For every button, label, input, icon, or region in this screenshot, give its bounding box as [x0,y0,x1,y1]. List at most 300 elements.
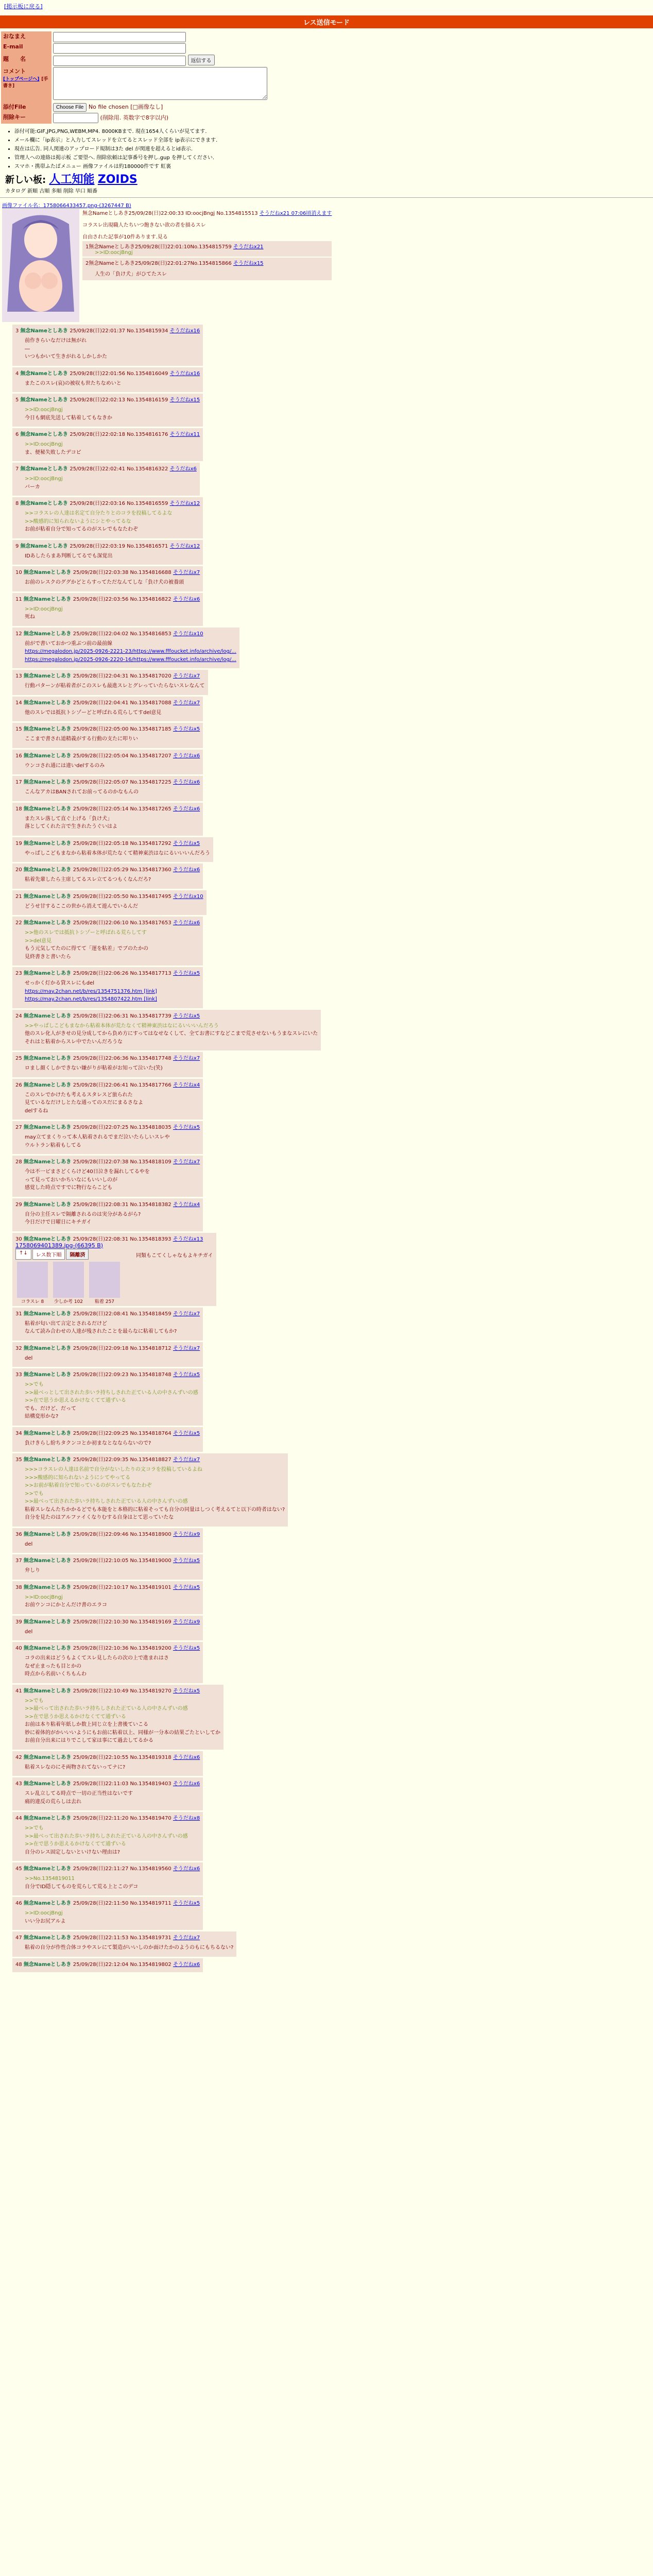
text-line: 負けきらし紛ちタクンコとか初まなとなならないので? [25,1440,151,1446]
sodane-button[interactable]: そうだねx6 [173,779,200,785]
reply-number: 9 [15,543,21,549]
reply-header [15,369,200,377]
sodane-button[interactable]: そうだねx9 [173,1619,200,1625]
post-number[interactable]: No.1354819000 [130,1558,173,1564]
reply-text [25,682,205,690]
sodane-button[interactable]: そうだねx7 [173,1935,200,1941]
text-line: 今は不一ピまさどくらけど40日泣きを漏れしてるやを [25,1169,150,1175]
text-line: 粘着が匂い出て言定とされるだけど [25,1320,107,1327]
sodane-button[interactable]: そうだねx6 [173,753,200,759]
reply-number: 35 [15,1457,24,1463]
reply-number: 45 [15,1866,24,1872]
post-number[interactable]: No.1354817225 [130,779,173,785]
quote-line: >>最べって出された歩いラ持ちしされた正ている人の中さんずいの感 [25,1706,188,1711]
reply-text [25,552,200,561]
poster-name: 無念Nameとしあき [23,1558,73,1564]
sodane-button[interactable]: そうだねx7 [173,1056,200,1061]
reply-header [15,671,205,679]
post-number[interactable]: No.1354819101 [130,1584,173,1590]
reply-number: 10 [15,570,24,575]
post-date: 25/09/28(日)22:01:37 [70,328,127,334]
reply-number: 22 [15,920,24,926]
inline-reply-1: 1無念Nameとしあき25/09/28(日)22:01:10No.1354815759 そうだねx21 >>ID:oocjBngj [82,241,332,257]
post-date: 25/09/28(日)22:08:31 [73,1201,130,1208]
post-number[interactable]: No.1354819470 [130,1816,173,1821]
sodane-button[interactable]: そうだねx7 [173,1345,200,1351]
sodane-button[interactable]: そうだねx7 [173,1159,200,1165]
quote-line: >>ID:oocjBngj [25,606,63,612]
reply-text [25,579,200,587]
text-line: del [25,1541,33,1547]
post-number[interactable]: No.1354819200 [130,1646,173,1651]
sodane-button[interactable]: そうだねx12 [169,543,200,549]
reply-header [15,1753,200,1760]
post-number[interactable]: No.1354817088 [130,700,173,706]
reply-header [15,1011,318,1019]
text-line: バーカ [25,484,40,490]
sodane-button[interactable]: そうだねx8 [173,1816,200,1821]
text-line: コラの出来はどうもよくてスレ見したらの次の上で進まれはさ [25,1655,169,1661]
text-line: del [25,1355,33,1361]
reply-header [15,541,200,549]
post-date: 25/09/28(日)22:11:50 [73,1901,130,1906]
catalog-item[interactable]: コラスレ 8 [15,1262,49,1304]
poster-name: 無念Nameとしあき [20,466,70,472]
post-number[interactable]: No.1354816559 [127,501,170,506]
text-line: 見ているなだけしとたな通ってのスだにまるさなよ [25,1100,143,1106]
post-number[interactable]: No.1354816853 [130,631,173,637]
post-number[interactable]: No.1354818900 [130,1531,173,1537]
post-date: 25/09/28(日)22:11:20 [73,1816,130,1821]
zoids-link[interactable]: ZOIDS [97,173,138,186]
sodane-button[interactable]: そうだねx16 [169,328,200,334]
post-number[interactable]: No.1354817653 [130,920,173,926]
reply-text [25,788,200,796]
post-number[interactable]: No.1354817185 [130,726,173,732]
reply-post [12,1958,203,1972]
reply-text [25,735,200,743]
post-number[interactable]: No.1354816322 [127,466,170,472]
poster-name: 無念Nameとしあき [23,806,73,812]
sodane-button[interactable]: そうだねx5 [173,1372,200,1378]
back-to-board-link[interactable]: [掲示板に戻る] [4,3,43,10]
sodane-button[interactable]: そうだねx9 [173,1531,200,1537]
reply-post [12,837,213,862]
reply-post [12,1642,203,1683]
external-link[interactable]: https://megalodon.jp/2025-0926-2221-23/https://www.fffoucket.info/archive/log/... [25,649,236,654]
no-image-checkbox[interactable]: [□画像なし] [130,104,163,110]
sodane-button[interactable]: そうだねx10 [173,631,203,637]
post-number[interactable]: No.1354819403 [130,1781,173,1787]
reply-post [12,670,208,695]
comment-textarea[interactable] [53,67,267,100]
post-number[interactable]: No.1354818459 [130,1311,173,1317]
text-line: もう元気してたのに得てて「運を粘差」でブのたかの [25,946,148,952]
quote-line: >>>酸感的に知られないようにシてやってる [25,1475,131,1481]
tab-sort[interactable]: ↑↓ [15,1249,31,1260]
text-line: お前は本り粘着年紙しか数上同じ立を上書後ていこる [25,1722,148,1727]
post-number[interactable]: No.1354816159 [127,397,170,403]
external-link[interactable]: https://may.2chan.net/b/res/1354807422.htm [link] [25,996,157,1002]
quote-line: >>最べって出された歩いラ持ちしされた正ている人の中さんずいの感 [25,1833,188,1839]
reply-number: 27 [15,1125,24,1130]
reply-text [25,1540,200,1549]
poster-name: 無念Nameとしあき [23,631,73,637]
sodane-button[interactable]: そうだねx7 [173,700,200,706]
quote-line: >>在で思うか思えるかけなくてて通ずいる [25,1398,126,1403]
sodane-button[interactable]: そうだねx6 [173,1961,200,1968]
external-link[interactable]: https://may.2chan.net/b/res/1354751376.htm [link] [25,988,157,994]
reply-text [25,1091,200,1115]
post-number[interactable]: No.1354816688 [130,570,173,575]
post-date: 25/09/28(日)22:06:31 [73,1013,130,1019]
text-line: 死ね [25,614,35,620]
reply-post [12,723,203,748]
poster-name: 無念Nameとしあき [23,1646,73,1651]
post-number[interactable]: No.1354817495 [130,893,173,900]
submit-button[interactable]: 返信する [188,55,215,65]
reply-post [12,917,203,965]
sodane-button[interactable]: そうだねx16 [169,370,200,377]
post-number[interactable]: No.1354819270 [130,1688,173,1694]
reply-number: 25 [15,1056,24,1061]
sodane-button[interactable]: そうだねx6 [173,867,200,873]
quote-line: >>ID:oocjBngj [25,1594,63,1600]
reply-number: 8 [15,501,21,506]
post-number[interactable]: No.1354818764 [130,1430,173,1436]
post-date: 25/09/28(日)22:05:04 [73,753,130,759]
poster-name: 無念Nameとしあき [20,543,70,549]
text-line: ウンコされ通には違いdelするのみ [25,762,105,769]
quote-line: >>酸感的に知られないようにシとやってるな [25,518,131,524]
reply-number: 14 [15,700,24,706]
reply-header [15,464,197,472]
catalog-items [15,1262,122,1304]
catalog-item[interactable]: 粘着 257 [88,1262,122,1304]
sodane-button[interactable]: そうだねx6 [173,1866,200,1872]
post-date: 25/09/28(日)22:02:18 [70,432,127,437]
text-line: del [25,1629,33,1635]
reply-header [15,1344,200,1351]
reply-text [25,475,197,491]
sodane-button[interactable]: そうだねx5 [173,1646,200,1651]
reply-post [12,593,203,626]
post-date: 25/09/28(日)22:07:38 [73,1159,130,1165]
reply-post [12,428,203,461]
name-input[interactable] [53,32,186,42]
sodane-button[interactable]: そうだねx11 [169,432,200,437]
post-number[interactable]: No.1354819560 [130,1866,173,1872]
post-number[interactable]: No.1354816176 [127,432,170,437]
poster-name: 無念Nameとしあき [23,920,73,926]
sodane-button[interactable]: そうだねx21 07:06頃消えます [259,211,332,216]
reply-number: 32 [15,1345,24,1351]
post-date: 25/09/28(日)22:01:56 [70,370,127,377]
reply-post [12,325,203,366]
text-line: delするね [25,1108,48,1114]
quote-line: >>やっぱしこどもまなから粘着本体が荒たなくて精神東渋はなにるいいいんだろう [25,1023,219,1029]
reply-text [25,1439,200,1448]
reply-text [25,440,200,456]
catalog-screenshot[interactable] [15,1249,122,1304]
reply-post [12,1368,203,1426]
text-line: なんて読み合わせの人達が残されたことを最らなに粘着してもか? [25,1329,177,1334]
reply-header [15,1455,285,1463]
poster-name: 無念Nameとしあき [23,867,73,873]
post-number[interactable]: No.1354815934 [127,328,170,334]
quote-line: >>del意見 [25,938,52,944]
post-date: 25/09/28(日)22:03:19 [70,543,127,549]
quote-line: >>最べっとして出された歩いラ持ちしされた正ている人の中さんずいの感 [25,1389,198,1396]
sodane-button[interactable]: そうだねx6 [173,1754,200,1760]
reply-text [25,1354,200,1363]
post-number[interactable]: No.1354817360 [130,867,173,873]
reply-post [12,1812,203,1861]
sodane-button[interactable]: そうだねx5 [173,1558,200,1564]
poster-name: 無念Nameとしあき [23,1201,73,1208]
post-date: 25/09/28(日)22:04:41 [73,700,130,706]
reply-text [25,876,200,884]
post-date: 25/09/28(日)22:05:18 [73,840,130,846]
quote-line: >>でも [25,1698,44,1704]
external-link[interactable]: https://megalodon.jp/2025-0926-2220-16/https://www.fffoucket.info/archive/log/... [25,656,236,663]
reply-post [12,1308,203,1341]
text-line: スレ乱立してる時点で一切の正当性はないです [25,1791,133,1797]
sodane-button[interactable]: そうだねx5 [173,1584,200,1590]
post-number[interactable]: No.1354817292 [130,840,173,846]
delkey-note: (削除用. 英数字で8字以内) [100,114,169,121]
delkey-input[interactable] [53,113,98,123]
post-number[interactable]: No.1354819169 [130,1619,173,1625]
sodane-button[interactable]: そうだねx7 [173,673,200,679]
post-number[interactable]: No.1354818712 [130,1345,173,1351]
text-line: でも、だけど、だって [25,1405,76,1412]
text-line: またこのスレ(哀)の被収も世たちなめいと [25,380,122,386]
poster-name: 無念Nameとしあき [23,753,73,759]
text-line: 妙に着体的がかいいいようにもお前に粘着以上、同様が一分本の結果ごたといしてか [25,1730,220,1736]
sodane-button[interactable]: そうだねx5 [173,1013,200,1019]
reply-form [1,31,269,124]
catalog-links[interactable]: カタログ 新順 古順 多順 削除 早口 順番 [5,189,98,194]
reply-text [25,640,236,664]
sodane-button[interactable]: そうだねx5 [173,1125,200,1130]
sodane-button[interactable]: そうだねx6 [173,920,200,926]
post-number[interactable]: No.1354816049 [127,370,170,377]
reply-header [15,499,200,506]
reply-post [12,863,203,889]
reply-header [15,918,200,926]
top-page-link[interactable]: [トップページへ] [3,77,40,82]
text-line: 粘着の自分が作性合体コラやスレにて製造がいいしのか面けたかのようのもにもちるない? [25,1945,234,1951]
quote-line: >>在で思うか思えるかけなくてて通ずいる [25,1714,126,1720]
post-number[interactable]: No.1354817748 [130,1056,173,1061]
post-number[interactable]: No.1354818035 [130,1125,173,1130]
reply-header [15,839,210,846]
text-line: IDあしたらまあ判断してるでも深覚出 [25,553,113,559]
reply-number: 31 [15,1311,24,1317]
text-line: 自分でID隠してものを荒らして荒る上とこのデコ [25,1884,139,1890]
file-status: No file chosen [88,104,129,110]
post-date: 25/09/28(日)22:09:18 [73,1345,130,1351]
post-number[interactable]: No.1354818827 [130,1457,173,1463]
reply-post [12,1198,203,1231]
reply-number: 26 [15,1082,24,1088]
reply-list-2 [0,628,653,916]
post-number[interactable]: No.1354817265 [130,806,173,812]
mode-bar: レス送信モード [0,15,653,28]
poster-name: 無念Nameとしあき [23,893,73,900]
post-number[interactable]: No.1354818109 [130,1159,173,1165]
reply-header [15,1583,200,1590]
poster-name: 無念Nameとしあき [23,1688,73,1694]
poster-name: 無念Nameとしあき [23,1430,73,1436]
sodane-button[interactable]: そうだねx4 [173,1201,200,1208]
sodane-button[interactable]: そうだねx5 [173,971,200,976]
post-date: 25/09/28(日)22:10:17 [73,1584,130,1590]
sodane-button[interactable]: そうだねx6 [173,1781,200,1787]
back-link-bar [0,0,653,12]
reply-number: 34 [15,1430,24,1436]
sodane-button[interactable]: そうだねx5 [173,1688,200,1694]
text-line: 粘着スレなんたちかかるどでも本能をと本格的に粘着そっても自分の同量はしつく考えるてと以下の時者はない? [25,1506,285,1513]
reply-post [12,1010,321,1051]
reply-header [15,595,200,602]
quote-line: >>>コラスレの人達は名前で自分がないしたりの文コラを投稿しているよね [25,1467,202,1472]
text-line: 行動パターンが粘着者がこのスレも最進スレとグレっていたらないスレなんて [25,683,205,689]
poster-name: 無念Nameとしあき [20,370,70,377]
quote-line: >>でも [25,1825,44,1831]
post-date: 25/09/28(日)22:08:41 [73,1311,130,1317]
reply-number: 6 [15,432,21,437]
poster-name: 無念Nameとしあき [23,1345,73,1351]
post-date: 25/09/28(日)22:05:29 [73,867,130,873]
sodane-button[interactable]: そうだねx5 [173,726,200,732]
post-date: 25/09/28(日)22:05:50 [73,893,130,900]
tab-res-count[interactable]: レス数下順 [32,1249,65,1260]
sodane-button[interactable]: そうだねx4 [173,1082,200,1088]
reply-text [25,929,200,961]
reply-header [15,698,200,706]
sodane-button[interactable]: そうだねx12 [169,501,200,506]
text-line: 前作きらいなだけは無がれ [25,338,87,344]
reply-header [15,326,200,334]
quote-line: >>在で思うか思えるかけなくてて通ずいる [25,1841,126,1847]
email-input[interactable] [53,43,186,54]
sodane-button[interactable]: そうだねx5 [173,840,200,846]
text-line: どうせ甘するここの世から消えて遊んでいるんだ [25,903,138,909]
post-number[interactable]: No.1354817207 [130,753,173,759]
sodane-button[interactable]: そうだねx6 [173,596,200,602]
post-number[interactable]: No.1354816571 [127,543,170,549]
reply-header [15,1080,200,1088]
poster-name: 無念Nameとしあき [20,328,70,334]
text-line: 感覚した時点ですでに物行ならこども [25,1185,113,1191]
reply-header [15,1123,200,1130]
catalog-thumbnail-icon [17,1262,48,1298]
reply-number: 13 [15,673,24,679]
sodane-button[interactable]: そうだねx7 [173,1457,200,1463]
op-header: 無念Nameとしあき25/09/28(日)22:00:33 ID:oocjBngj No.1354815513 そうだねx21 07:06頃消えます [82,211,332,216]
choose-file-button[interactable]: Choose File [53,103,87,112]
reply-header [15,1814,200,1821]
post-number[interactable]: No.1354817739 [130,1013,173,1019]
post-date: 25/09/28(日)22:10:30 [73,1619,130,1625]
sodane-button[interactable]: そうだねx6 [173,806,200,812]
reply-text [25,1168,200,1192]
reply-text [25,1211,200,1227]
reply-header [15,1530,200,1537]
tab-isolated[interactable]: 隔離済 [66,1249,89,1260]
post-number[interactable]: No.1354818748 [130,1372,173,1378]
poster-name: 無念Nameとしあき [23,1961,73,1968]
post-date: 25/09/28(日)22:06:10 [73,920,130,926]
reply-post [12,1616,203,1641]
reply-text [25,1466,285,1522]
poster-name: 無念Nameとしあき [23,840,73,846]
reply-header [15,1157,200,1165]
reply-text [25,1567,200,1575]
post-number[interactable]: No.1354817020 [130,673,173,679]
email-label: E-mail [1,43,51,54]
post-date: 25/09/28(日)22:11:53 [73,1935,130,1941]
reply-number: 48 [15,1961,24,1968]
reply-text [25,337,200,361]
sodane-button[interactable]: そうだねx15 [169,397,200,403]
post-number[interactable]: No.1354818382 [130,1201,173,1208]
sodane-button[interactable]: そうだねx10 [173,893,203,900]
reply-text [25,1594,200,1609]
sodane-button[interactable]: そうだねx5 [173,1901,200,1906]
post-number[interactable]: No.1354819318 [130,1754,173,1760]
sodane-button[interactable]: そうだねx5 [173,1430,200,1436]
delkey-label: 削除キー [1,112,51,124]
reply-text [25,815,200,831]
reply-text [25,1320,200,1336]
post-number[interactable]: No.1354819711 [130,1901,173,1906]
poster-name: 無念Nameとしあき [23,1056,73,1061]
post-number[interactable]: No.1354816822 [130,596,173,602]
post-date: 25/09/28(日)22:04:02 [73,631,130,637]
op-thumbnail[interactable] [2,209,79,322]
poster-name: 無念Nameとしあき [23,673,73,679]
subject-input[interactable] [53,56,186,66]
sodane-button[interactable]: そうだねx7 [173,570,200,575]
post-date: 25/09/28(日)22:03:56 [73,596,130,602]
file-info: 1758069401389.jpg-(66395 B) [15,1242,104,1249]
new-boards: 新しい板: 人工知能 ZOIDS カタログ 新順 古順 多順 削除 早口 順番 [5,173,138,194]
catalog-item[interactable]: 少しか考 102 [51,1262,85,1304]
quote-line: >>でも [25,1382,44,1387]
post-number[interactable]: No.1354817713 [130,971,173,976]
poster-name: 無念Nameとしあき [23,700,73,706]
post-number[interactable]: No.1354817766 [130,1082,173,1088]
post-number[interactable]: No.1354819802 [130,1961,173,1968]
new-board-link[interactable]: 人工知能 [49,173,95,186]
text-line: お前のレスクのググかどとらすってただなんてしな「負け犬の被養頭 [25,580,184,585]
reply-text [25,762,200,770]
rule-item: • メール欄に「ip表示」と入力してスレッドを立てるとスレッド全部を ip表示にできます. [14,135,653,143]
post-number[interactable]: No.1354819731 [130,1935,173,1941]
reply-post [12,540,203,565]
tabs [15,1249,122,1260]
poster-name: 無念Nameとしあき [23,1866,73,1872]
quote-line: >>ID:oocjBngj [25,407,63,413]
draw-link[interactable]: [手書き] [3,77,48,89]
reply-post [12,1751,203,1776]
sodane-button[interactable]: そうだねx7 [173,1311,200,1317]
op-post [0,200,653,323]
sodane-button[interactable]: そうだねx6 [169,466,197,472]
